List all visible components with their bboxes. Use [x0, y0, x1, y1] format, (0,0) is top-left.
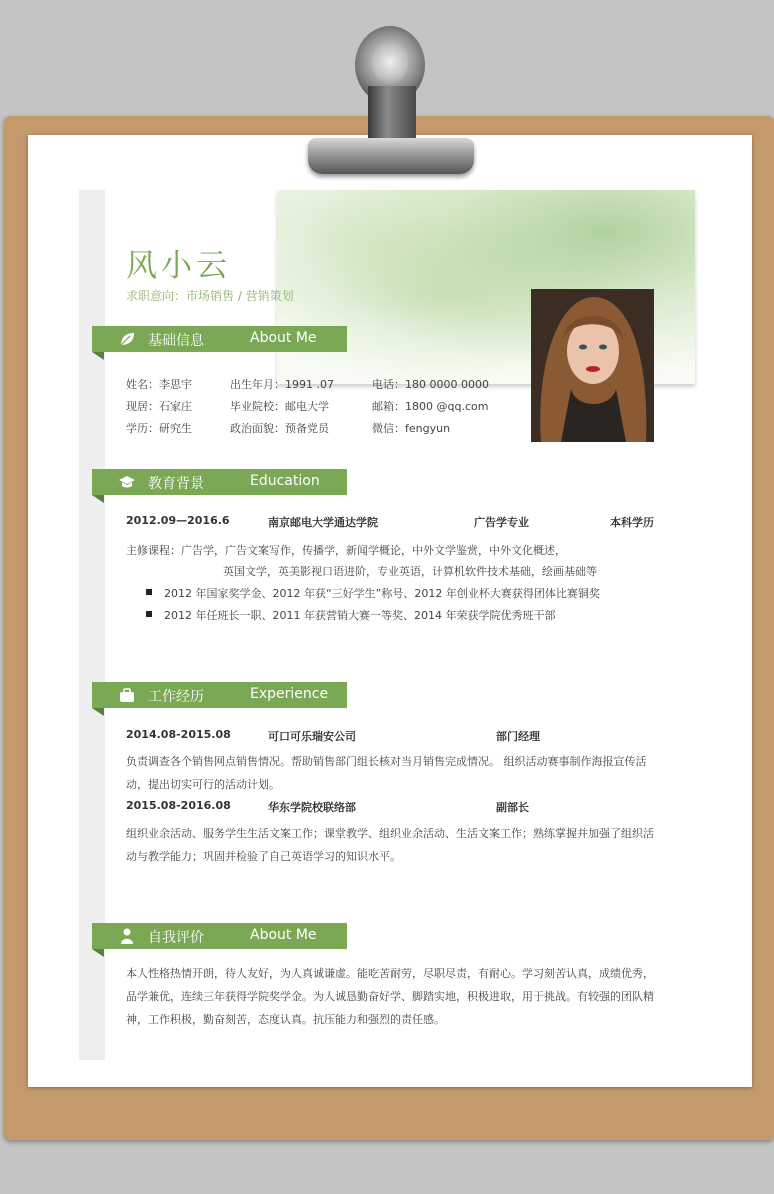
graduation-cap-icon	[118, 473, 136, 491]
section-bar-work	[92, 682, 347, 708]
field-residence: 现居：石家庄	[126, 400, 192, 413]
field-phone: 电话：180 0000 0000	[372, 378, 489, 391]
education-period: 2012.09—2016.6	[126, 514, 230, 527]
clip-body	[368, 86, 416, 142]
field-email: 邮箱：1800 @qq.com	[372, 400, 489, 413]
field-school: 毕业院校：邮电大学	[230, 400, 329, 413]
field-politics: 政治面貌：预备党员	[230, 422, 329, 435]
job-intent: 求职意向：市场销售 / 营销策划	[126, 289, 294, 303]
field-birth: 出生年月：1991 .07	[230, 378, 334, 391]
self-title-cn: 自我评价	[148, 930, 204, 946]
job-company: 华东学院校联络部	[268, 801, 356, 814]
person-icon	[118, 927, 136, 945]
work-title-en: Experience	[250, 686, 329, 702]
basic-title-en: About Me	[250, 330, 317, 346]
education-major: 广告学专业	[474, 516, 529, 529]
job-role: 部门经理	[496, 730, 540, 743]
field-degree: 学历：研究生	[126, 422, 192, 435]
education-courses-line1: 主修课程：广告学，广告文案写作，传播学，新闻学概论，中外文学鉴赏，中外文化概述，	[126, 544, 566, 557]
work-title-cn: 工作经历	[148, 689, 204, 705]
job-company: 可口可乐瑞安公司	[268, 730, 356, 743]
award-text: 2012 年国家奖学金、2012 年获“三好学生”称号、2012 年创业杯大赛获得团体比赛铜奖	[164, 587, 600, 600]
candidate-name: 风小云	[126, 248, 231, 284]
section-bar-education	[92, 469, 347, 495]
job-description: 组织业余活动、服务学生生活文案工作；课堂教学、组织业余活动、生活文案工作；熟练掌握并加强了组织活动与教学能力；巩固并检验了自己英语学习的知识水平。	[126, 827, 654, 863]
leaf-icon	[118, 330, 136, 348]
education-degree: 本科学历	[610, 516, 654, 529]
self-evaluation-text: 本人性格热情开朗，待人友好，为人真诚谦虚。能吃苦耐劳，尽职尽责，有耐心。学习刻苦认真，成绩优秀，品学兼优，连续三年获得学院奖学金。为人诚恳勤奋好学、脚踏实地，积极进取，用于挑战。有较强的团队精神，工作积极，勤奋刻苦，态度认真。抗压能力和强烈的责任感。	[126, 967, 654, 1026]
job-description: 负责调查各个销售网点销售情况。帮助销售部门组长核对当月销售完成情况。 组织活动赛事制作海报宣传活动，提出切实可行的活动计划。	[126, 755, 647, 791]
award-text: 2012 年任班长一职、2011 年获营销大赛一等奖、2014 年荣获学院优秀班干部	[164, 609, 556, 622]
education-title-cn: 教育背景	[148, 476, 204, 492]
education-school: 南京邮电大学通达学院	[268, 516, 378, 529]
award-item	[146, 607, 555, 623]
section-bar-self	[92, 923, 347, 949]
field-name: 姓名：李思宇	[126, 378, 192, 391]
self-title-en: About Me	[250, 927, 317, 943]
job-period: 2014.08-2015.08	[126, 728, 231, 741]
binder-clip	[308, 138, 474, 174]
profile-photo	[531, 289, 654, 442]
section-bar-basic	[92, 326, 347, 352]
briefcase-icon	[118, 686, 136, 704]
award-item	[146, 585, 600, 601]
job-role: 副部长	[496, 801, 529, 814]
field-wechat: 微信：fengyun	[372, 422, 451, 435]
education-title-en: Education	[250, 473, 320, 489]
clip-ring-hole	[372, 40, 408, 84]
basic-title-cn: 基础信息	[148, 333, 204, 349]
job-period: 2015.08-2016.08	[126, 799, 231, 812]
education-courses-line2: 英国文学，英美影视口语进阶，专业英语，计算机软件技术基础，绘画基础等	[223, 565, 597, 578]
